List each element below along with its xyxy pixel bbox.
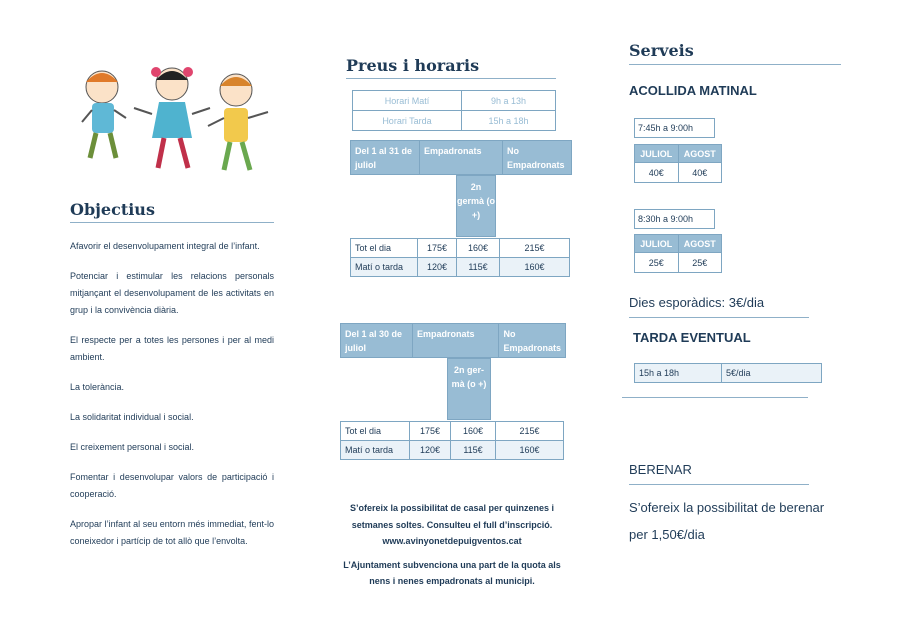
quinzenes-note: S’ofereix la possibilitat de casal per quinzenes i setmanes soltes. Consulteu el full d’inscripció.	[349, 503, 555, 530]
price-juliol: 25€	[635, 253, 679, 273]
acollida-table-2	[634, 234, 722, 273]
row-label: Tot el dia	[341, 422, 410, 441]
tarda-time: 15h a 18h	[635, 364, 722, 383]
row-label: Tot el dia	[351, 239, 418, 258]
esporadics-rule	[629, 317, 809, 318]
sibling-header: 2n germà (o +)	[456, 175, 496, 237]
period-label: Del 1 al 31 de juliol	[351, 141, 420, 175]
price-sibling: 115€	[457, 258, 500, 277]
price-emp: 120€	[410, 441, 451, 460]
price-agost: 40€	[678, 163, 722, 183]
serveis-rule	[629, 64, 841, 65]
objective-item: Afavorir el desenvolupament integral de l’infant.	[70, 241, 260, 251]
tarda-rule	[622, 397, 808, 398]
table-row	[341, 422, 564, 441]
tarda-table	[634, 363, 822, 383]
objective-item: Apropar l’infant al seu entorn més immediat, fent-lo coneixedor i partícip de tot allò que l’envolta.	[70, 519, 274, 546]
price-table-1-header	[350, 140, 572, 175]
juliol-header: JULIOL	[635, 145, 679, 163]
price-no-emp: 215€	[500, 239, 570, 258]
dies-esporadics: Dies esporàdics: 3€/dia	[629, 295, 765, 310]
acollida-table-1	[634, 144, 722, 183]
hours-label: Horari Matí	[353, 91, 462, 111]
preus-rule	[346, 78, 556, 79]
no-emp-header: No Empadronats	[503, 141, 572, 175]
preus-title: Preus i horaris	[346, 56, 480, 75]
table-row	[341, 441, 564, 460]
objective-item: El creixement personal i social.	[70, 442, 195, 452]
agost-header: AGOST	[678, 235, 722, 253]
price-no-emp: 160€	[496, 441, 564, 460]
objective-item: Potenciar i estimular les relacions personals mitjançant el desenvolupament de les activitats en grup i la convivència diària.	[70, 271, 274, 315]
price-table-2-header	[340, 323, 566, 358]
kids-illustration	[64, 62, 278, 182]
price-sibling: 160€	[457, 239, 500, 258]
price-emp: 175€	[418, 239, 457, 258]
objective-item: Fomentar i desenvolupar valors de participació i cooperació.	[70, 472, 274, 499]
tarda-heading: TARDA EVENTUAL	[633, 330, 751, 345]
price-sibling: 115€	[451, 441, 496, 460]
emp-header: Empadronats	[412, 324, 499, 358]
price-juliol: 40€	[635, 163, 679, 183]
table-row	[351, 239, 570, 258]
website-link[interactable]: www.avinyonetdepuigventos.cat	[382, 536, 522, 546]
objective-item: La solidaritat individual i social.	[70, 412, 194, 422]
hours-label: Horari Tarda	[353, 111, 462, 131]
price-no-emp: 160€	[500, 258, 570, 277]
objective-item: El respecte per a totes les persones i per al medi ambient.	[70, 335, 274, 362]
slot-time: 7:45h a 9:00h	[634, 118, 715, 138]
price-no-emp: 215€	[496, 422, 564, 441]
agost-header: AGOST	[678, 145, 722, 163]
period-label: Del 1 al 30 de juliol	[341, 324, 413, 358]
objectius-rule	[70, 222, 274, 223]
berenar-rule	[629, 484, 809, 485]
table-row	[351, 258, 570, 277]
hours-value: 9h a 13h	[462, 91, 556, 111]
objective-item: La tolerància.	[70, 382, 125, 392]
price-sibling: 160€	[451, 422, 496, 441]
objectius-title: Objectius	[70, 200, 155, 219]
price-emp: 120€	[418, 258, 457, 277]
berenar-heading: BERENAR	[629, 462, 692, 477]
berenar-text: S’ofereix la possibilitat de berenar per 1,50€/dia	[629, 500, 825, 542]
objectius-list	[70, 238, 274, 563]
juliol-header: JULIOL	[635, 235, 679, 253]
serveis-title: Serveis	[629, 41, 694, 60]
emp-header: Empadronats	[420, 141, 503, 175]
sibling-header: 2n ger-mà (o +)	[447, 358, 491, 420]
row-label: Matí o tarda	[351, 258, 418, 277]
price-table-2	[340, 421, 564, 460]
price-emp: 175€	[410, 422, 451, 441]
price-table-1	[350, 238, 570, 277]
tarda-price: 5€/dia	[722, 364, 822, 383]
price-agost: 25€	[678, 253, 722, 273]
slot-time: 8:30h a 9:00h	[634, 209, 715, 229]
acollida-heading: ACOLLIDA MATINAL	[629, 83, 757, 98]
row-label: Matí o tarda	[341, 441, 410, 460]
no-emp-header: No Empadronats	[499, 324, 566, 358]
hours-table	[352, 90, 556, 131]
subsidy-note: L’Ajuntament subvenciona una part de la quota als nens i nenes empadronats al municipi.	[343, 560, 561, 586]
hours-value: 15h a 18h	[462, 111, 556, 131]
